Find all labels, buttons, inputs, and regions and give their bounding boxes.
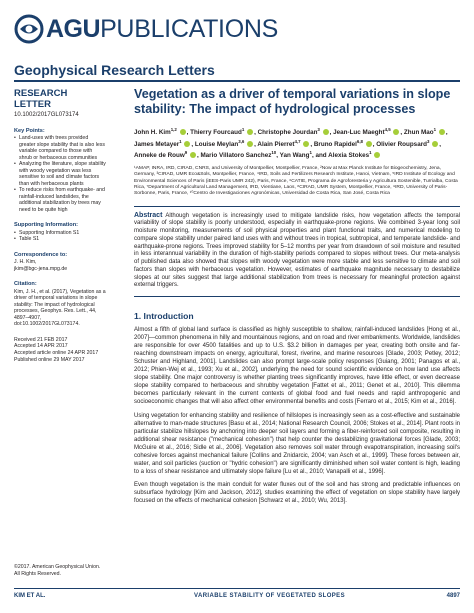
author-name: Yan Wang (279, 152, 310, 160)
orcid-icon[interactable] (366, 141, 372, 147)
author[interactable] (280, 152, 312, 159)
date-accepted: Accepted 14 APR 2017 (14, 343, 68, 350)
supporting-table-link[interactable]: • Table S1 (14, 236, 106, 243)
author-name: Louise Meylan (194, 140, 239, 148)
abstract-text: Although vegetation is increasingly used to mitigate landslide risks, how vegetation affects the temporal variability of slope stability is poorly understood, especially in earthquake-prone regions. We combined 3-year long soil moisture monitoring, measurements of soil physical properties and plant functional traits, and numerical modeling to compare slope stability under paired land uses with and without trees in tropical, subtropical, and temperate landslide- and earthquake-prone regions. Trees improved stability for 5–12 months per year from drawdown of soil moisture and resulted in less interannual variability in the duration of high-stability periods compared to slopes without trees. Our meta-analysis of published data also showed that slopes with woody vegetation were more stable and less sensitive to climate and soil factors than slopes with herbaceous vegetation. However, estimates of earthquake magnitude necessary to destabilize slopes at our sites suggest that large additional stabilization from trees is necessary for meaningful protection against external triggers. (134, 212, 460, 289)
author-name: Zhun Mao (403, 129, 434, 137)
sidebar (14, 86, 106, 577)
citation-heading: Citation: (14, 281, 37, 287)
author[interactable] (258, 129, 330, 136)
author-affiliation-sup: 1 (309, 150, 312, 156)
author[interactable] (134, 152, 197, 159)
author-affiliation-sup: 4,7 (294, 138, 301, 144)
section-label: RESEARCH LETTER (14, 88, 68, 110)
citation-text: Kim, J. H., et al. (2017), Vegetation as a driver of temporal variations in slope stability: The impact of hydrological processes, Geophys. Res. Lett., 44, 4897–4907, doi:10.1002/2017GL073174. (14, 288, 106, 327)
affiliations: ¹AMAP, INRA, IRD, CIRAD, CNRS, and University of Montpellier, Montpellier, France, ²Now at Max Planck Institute for Biogeochemistry, Jena, Germany, ³CIRAD, UMR Eco&Sols, Montpellier, France, ⁴IRD, Soils and Fertilizers Research Institute, Hanoi, Vietnam, ⁵IRD Institute of Ecology and Environmental Sciences of Paris (iEES-Paris UMR 242), Paris, France, ⁶CATIE, Programa de Agroforesteria y Agricultura Sostenible, Turrialba, Costa Rica, ⁷Department of Agricultural Land Management, IRD, Vientiane, Laos, ⁸CIRAD, UMR System, Montpellier, France, ⁹IRD, University of Paris-Sorbonne, Paris, France, ¹⁰Centro de Investigaciones Agronómicas, Universidad de Costa Rica, San José, Costa Rica (134, 166, 458, 197)
author[interactable] (200, 152, 276, 159)
author-affiliation-sup: 1 (241, 127, 245, 132)
author-affiliation-sup: 10 (271, 150, 277, 156)
key-point: • Land-uses with trees provided greater slope stability that is also less variable compared to those with shrub or herbaceous communities (14, 135, 106, 161)
author[interactable] (257, 138, 310, 148)
orcid-icon[interactable] (190, 152, 196, 158)
key-point: • Analyzing the literature, slope stability with woody vegetation was less sensitive to soil and climate factors than with herbaceous plants (14, 161, 106, 187)
orcid-icon[interactable] (247, 141, 253, 147)
author-affiliation-sup: 3 (317, 127, 320, 132)
author-name: Jean-Luc Maeght (333, 129, 385, 137)
body-paragraph: Even though vegetation is the main conduit for water fluxes out of the soil and has strong and predictable influences on subsurface hydrology [Kim and Jackson, 2012], studies examining the effect of vegetation on slope stability have largely focused on the effects of mechanical cohesion [Schwarz et al., 2010; Wu, 2013]. (134, 481, 460, 504)
author-name: Bruno Rapidel (313, 140, 357, 148)
author-name: Mario Villatoro Sanchez (200, 152, 272, 160)
author-name: Anneke de Rouw (134, 152, 185, 160)
article-title: Vegetation as a driver of temporal variations in slope stability: The impact of hydrological processes (134, 87, 451, 116)
author-affiliation-sup: 1 (179, 138, 182, 144)
abstract-rule-bottom (134, 296, 460, 297)
author-affiliation-sup: 3,6 (238, 138, 245, 144)
doi[interactable]: 10.1002/2017GL073174 (14, 112, 79, 118)
orcid-icon[interactable] (303, 141, 309, 147)
author[interactable] (190, 129, 254, 136)
date-accepted-online: Accepted article online 24 APR 2017 (14, 349, 99, 356)
author-affiliation-sup: 1,2 (170, 127, 177, 132)
journal-title: Geophysical Research Letters (14, 62, 215, 78)
agu-brand-bold: AGU (46, 14, 101, 43)
key-points-heading: Key Points: (14, 127, 45, 134)
copyright: ©2017. American Geophysical Union. All Rights Reserved. (14, 564, 101, 577)
author-name: Christophe Jourdan (257, 129, 318, 137)
page-number: 4897 (446, 593, 460, 599)
body-paragraph: Almost a fifth of global land surface is classified as highly susceptible to shallow, rainfall-induced landslides [Hong et al., 2007]—common phenomena in hilly and mountainous regions, and on road and river embankments. Worldwide, landslides are responsible for over 4500 fatalities and up to U.S. $3.2 billion in damages per year, creating both onsite and far-reaching downstream impacts on energy, agricultural, forest, riverine, and marine resources [Glade, 2003; Petley, 2012; Schuster and Highland, 2001]. Landslides can also prompt large-scale policy responses [Guiang, 2001; Panagos et al., 2012; Phien-Wej et al., 1993; Xu et al., 2002], underlying the need for sound scientific evidence on how land use affects slope stability. One major controversy is whether planting trees significantly improves, have little effect, or even decrease slope stability compared to herbaceous and shrubby vegetation [Fattet et al., 2011; Genet et al., 2010]. This dilemma becomes particularly relevant in the current contexts of global food and fuel needs and rapid anthropogenic and socioeconomic changes that will also affect other environmental benefits and costs [Ferraro et al., 2015; Kim et al., 2016]. (134, 327, 460, 406)
agu-brand-light: PUBLICATIONS (100, 14, 278, 43)
orcid-icon[interactable] (323, 129, 329, 135)
orcid-icon[interactable] (432, 141, 438, 147)
agu-globe-icon (14, 14, 44, 44)
agu-masthead (14, 12, 278, 46)
correspondence-name: J. H. Kim, (14, 259, 37, 265)
author[interactable] (404, 129, 446, 136)
author[interactable] (194, 138, 254, 148)
footer-authors: KIM ET AL. (14, 593, 46, 599)
supporting-info-list (14, 230, 106, 243)
author-name: Alain Pierret (257, 140, 295, 148)
author-name: Thierry Fourcaud (190, 129, 242, 137)
author[interactable] (333, 129, 400, 136)
author-affiliation-sup: 1 (433, 127, 437, 132)
header-rule (14, 80, 460, 82)
orcid-icon[interactable] (393, 129, 399, 135)
date-published: Published online 29 MAY 2017 (14, 356, 85, 363)
supporting-info-heading: Supporting Information: (14, 222, 79, 228)
correspondence-heading: Correspondence to: (14, 251, 68, 258)
date-received: Received 21 FEB 2017 (14, 336, 68, 343)
key-points-list (14, 135, 106, 213)
author-affiliation-sup: 4,5 (384, 127, 391, 132)
orcid-icon[interactable] (247, 129, 253, 135)
author-name: Alexia Stokes (328, 152, 370, 160)
orcid-icon[interactable] (180, 129, 186, 135)
author[interactable] (313, 138, 373, 148)
body-paragraph: Using vegetation for enhancing stability and resilience of hillslopes is increasingly seen as a cost-effective and sustainable alternative to man-made structures [Basu et al., 2014; National Research Council, 2006; Stokes et al., 2014]. Plant roots in particular stabilize hillslopes by anchoring into deeper soil layers and forming a fiber-reinforced soil composite, resulting in additional shear resistance ("mechanical cohesion") that help counter the destabilizing gravitational forces [Glade, 2003; McGuire et al., 2016; Sidle et al., 2006]. Vegetation also removes soil water through evapotranspiration, increasing soil's cohesive forces against mechanical failure [Collins and Znidarcic, 2004; van Asch et al., 1999]. These forces between air, water, and soil particles (suction or "hydric cohesion") are significantly diminished when soil water content is high, leading to a loss of shear resistance and ultimately slope failure [Lu et al., 2010; Vanapalli et al., 1996]. (134, 412, 460, 475)
supporting-info-link[interactable]: • Supporting Information S1 (14, 230, 106, 237)
article-main (134, 86, 460, 505)
author[interactable] (134, 129, 187, 136)
author[interactable] (376, 138, 439, 148)
orcid-icon[interactable] (184, 141, 190, 147)
section-heading-introduction: 1. Introduction (134, 311, 194, 322)
abstract (134, 212, 460, 291)
correspondence-email[interactable]: jkim@bgc-jena.mpg.de (14, 265, 68, 272)
author[interactable] (134, 138, 191, 148)
author[interactable] (328, 152, 381, 159)
article-dates (14, 337, 106, 364)
abstract-rule-top (134, 206, 460, 207)
key-point: • To reduce risks from earthquake- and rainfall-induced landslides, the additional stabilization by trees may need to be quite high (14, 187, 106, 213)
author-name: Olivier Roupsard (376, 140, 427, 148)
author-name: John H. Kim (134, 129, 171, 137)
author-affiliation-sup: 1 (369, 150, 372, 156)
orcid-icon[interactable] (439, 129, 445, 135)
author-affiliation-sup: 3 (427, 138, 430, 144)
orcid-icon[interactable] (374, 152, 380, 158)
author-affiliation-sup: 6,8 (356, 138, 363, 144)
abstract-label: Abstract (134, 211, 163, 219)
footer-running-title: VARIABLE STABILITY OF VEGETATED SLOPES (194, 593, 345, 599)
author-affiliation-sup: 9 (184, 150, 188, 156)
page-footer (14, 588, 460, 602)
author-name: James Metayer (134, 140, 180, 148)
author-list: John H. Kim$^{1,2}$ , Thierry Fourcaud$^1$ , Christophe Jourdan$^3$ , Jean-Luc Maeght$^{4,5}$ , Zhun Mao$^1$ , James Metayer$^1$ , Louise Meylan$^{3,6}$ , Alain Pierret$^{4,7}$ , Bruno Rapidel$^{6,8}$ , Olivier Roupsard$^3$ , Anneke de Rouw$^9$ , Mario Villatoro Sanchez$^{10}$, Yan Wang$^1$, and Alexia Stokes$^1$ (134, 127, 448, 160)
